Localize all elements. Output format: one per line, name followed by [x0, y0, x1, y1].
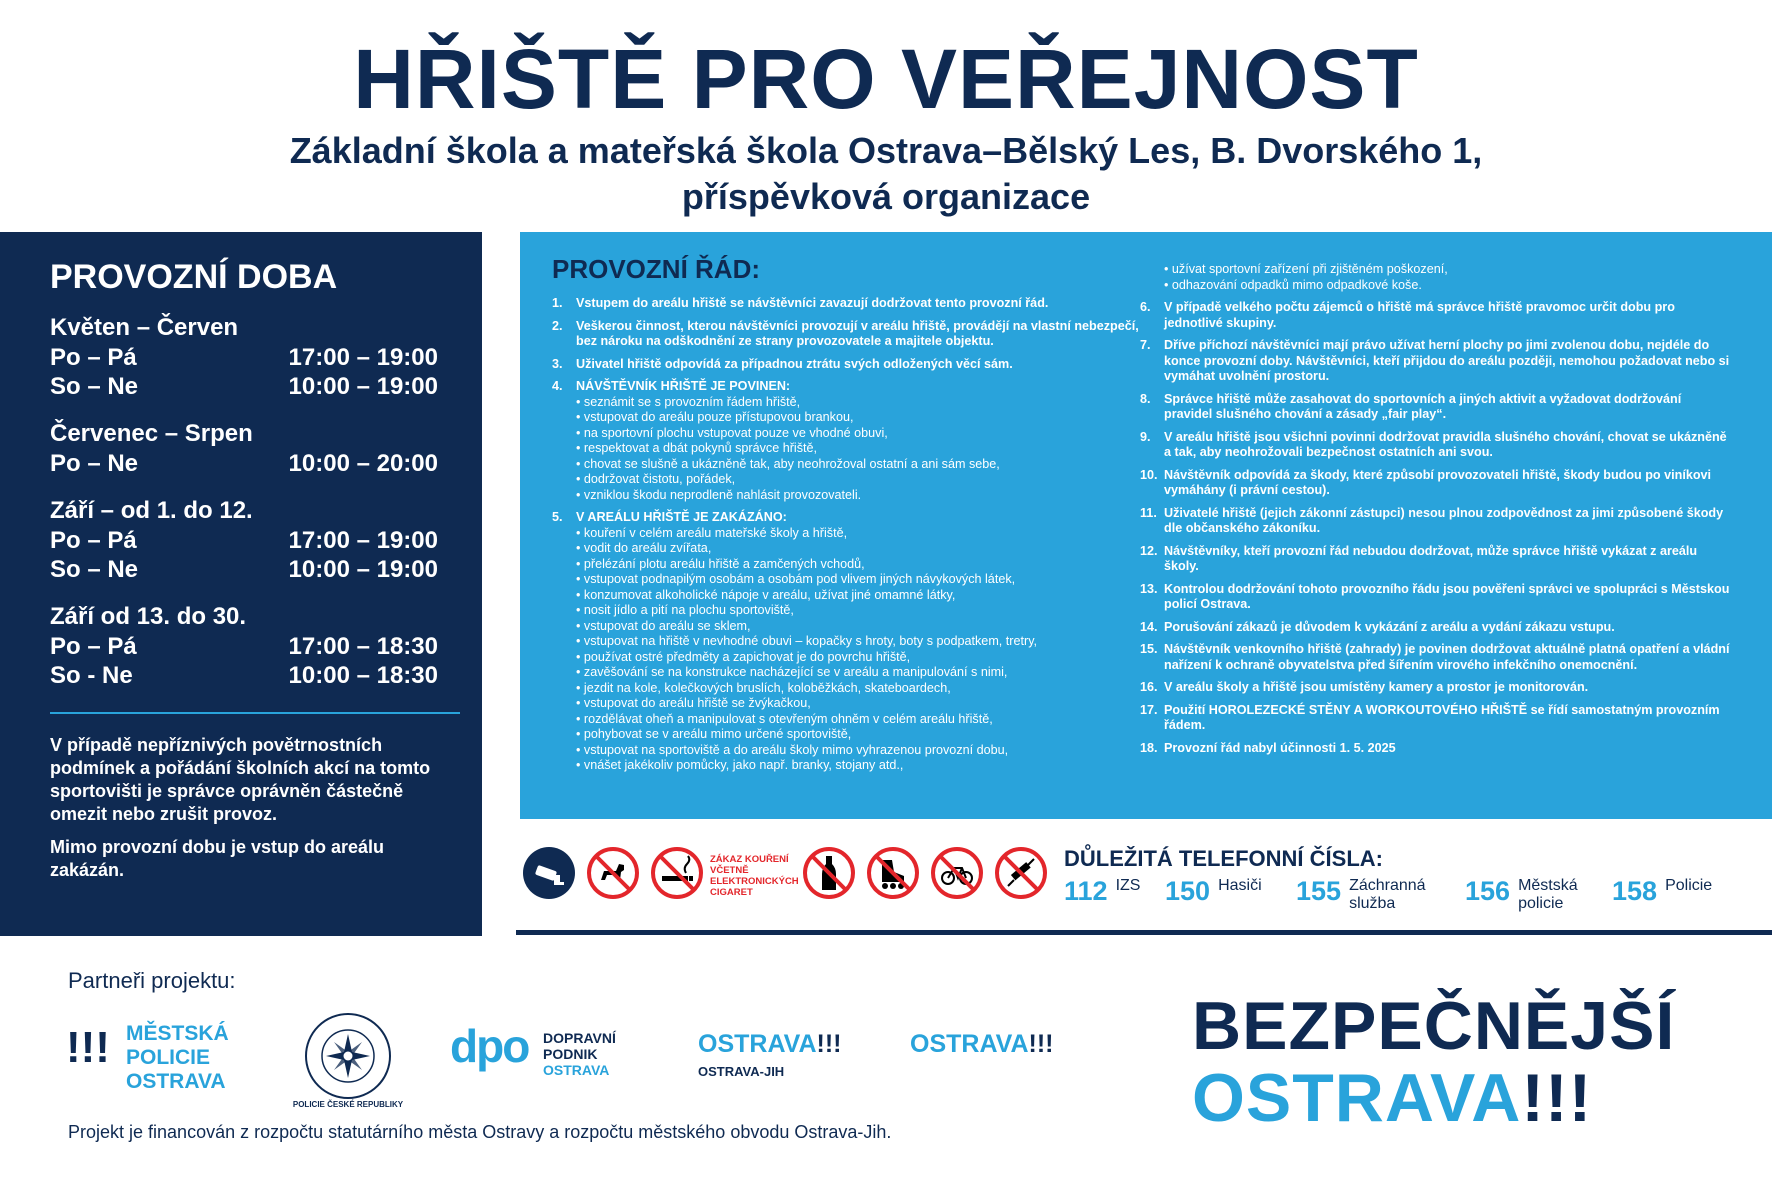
phone-label: Městská policie [1518, 877, 1578, 912]
hours-days: Po – Ne [50, 450, 139, 477]
rule-text: Provozní řád nabyl účinnosti 1. 5. 2025 [1164, 740, 1396, 755]
prohibited-item: • vstupovat na hřiště v nevhodné obuvi – kopačky s hroty, boty s podpatkem, tretry, [576, 634, 1038, 648]
rule-item: 9. V areálu hřiště jsou všichni povinni dodržovat pravidla slušného chování, chovat se ukázněně a tak, aby neohrožovali bezpečnost ostatních ani svou. [1140, 430, 1730, 461]
rule-text: NÁVŠTĚVNÍK HŘIŠTĚ JE POVINEN: [576, 379, 791, 393]
phone-number: 155 [1296, 876, 1342, 906]
prohibited-item: • konzumovat alkoholické nápoje v areálu, užívat jiné omamné látky, [576, 587, 956, 602]
rule-text: V areálu školy a hřiště jsou umístěny kamery a prostor je monitorován. [1164, 680, 1589, 694]
rule-item: 7. Dříve příchozí návštěvníci mají právo užívat herní plochy po jimi zvolenou dobu, nejdéle do konce provozní doby. Návštěvníci, kteří přijdou do areálu později, nemohou požadovat nebo si vymáhat uvolnění prostoru. [1140, 338, 1730, 383]
hours-time: 17:00 – 19:00 [288, 527, 438, 554]
prohibited-item: • vstupovat na sportoviště a do areálu školy mimo vyhrazenou provozní dobu, [576, 742, 1009, 757]
phone-number: 112 [1064, 876, 1108, 906]
season-name: Září od 13. do 30. [50, 603, 247, 630]
rule-item: 4. NÁVŠTĚVNÍK HŘIŠTĚ JE POVINEN: [552, 379, 1152, 395]
rules-column-right [1140, 262, 1730, 763]
opening-hours-panel [0, 232, 482, 936]
rule-text: Návštěvníky, kteří provozní řád nebudou dodržovat, může správce hřiště vykázat z areálu školy. [1164, 543, 1698, 573]
prohibited-item: • vstupovat do areálu se sklem, [576, 618, 751, 633]
hours-days: So - Ne [50, 662, 133, 689]
phone-label: IZS [1115, 877, 1141, 894]
ostrava-exclamation: !!! [1028, 1030, 1054, 1058]
season-name: Červenec – Srpen [50, 420, 253, 447]
hours-days: So – Ne [50, 556, 139, 583]
season-september-late [50, 602, 438, 690]
rules-column-left [552, 296, 1152, 774]
no-rollerblades-icon [866, 846, 920, 900]
operating-rules-panel [520, 232, 1772, 819]
funding-note: Projekt je financován z rozpočtu statutárního města Ostravy a rozpočtu městského obvodu Ostrava-Jih. [68, 1122, 892, 1142]
visitor-duties-list [552, 395, 1152, 504]
section-divider [516, 930, 1772, 935]
ostrava-jih-word: OSTRAVA [698, 1030, 817, 1058]
rule-item: 18. Provozní řád nabyl účinnosti 1. 5. 2025 [1140, 741, 1730, 757]
rule-text: Použití HOROLEZECKÉ STĚNY A WORKOUTOVÉHO HŘIŠTĚ se řídí samostatným provozním řádem. [1164, 702, 1720, 732]
transport-company-line: PODNIK [543, 1046, 598, 1062]
rule-item: 17. Použití HOROLEZECKÉ STĚNY A WORKOUTOVÉHO HŘIŠTĚ se řídí samostatným provozním řádem. [1140, 703, 1730, 734]
no-bicycle-icon [930, 846, 984, 900]
rule-text: Dříve příchozí návštěvníci mají právo užívat herní plochy po jimi zvolenou dobu, nejdéle do konce provozní doby. Návštěvníci, kteří přijdou do areálu později, nemohou požadovat nebo si vymáhat uvolnění prostoru. [1164, 338, 1730, 383]
rule-item: 2. Veškerou činnost, kterou návštěvníci provozují v areálu hřiště, provádějí na vlastní nebezpečí, bez nároku na odškodnění ze strany provozovatele a majitele objektu. [552, 319, 1152, 350]
prohibited-item: • pohybovat se v areálu mimo určené sportoviště, [576, 727, 852, 741]
rules-title: PROVOZNÍ ŘÁD: [552, 254, 760, 284]
rule-item: 15. Návštěvník venkovního hřiště (zahrady) je povinen dodržovat aktuálně platná opatření a vládní nařízení k ochraně obyvatelstva před šířením virového infekčního onemocnění. [1140, 642, 1730, 672]
season-july-august [50, 419, 438, 478]
visitor-duty-item: • vstupovat do areálu pouze přístupovou brankou, [576, 410, 854, 424]
city-police-line: OSTRAVA [126, 1070, 226, 1093]
no-smoking-text: ZÁKAZ KOUŘENÍ VČETNĚ ELEKTRONICKÝCH CIGARET [710, 854, 799, 898]
partners-label: Partneři projektu: [68, 968, 236, 993]
hours-divider [50, 712, 460, 714]
season-september-early [50, 496, 438, 584]
city-police-line: MĚSTSKÁ [126, 1022, 229, 1045]
rule-item: 3. Uživatel hřiště odpovídá za případnou ztrátu svých odložených věcí sám. [552, 357, 1152, 373]
page-subtitle [0, 128, 1772, 220]
czech-police-emblem [304, 1012, 392, 1100]
ostrava-jih-exclamation: !!! [816, 1030, 842, 1058]
phone-label: Záchranná služba [1349, 877, 1426, 912]
transport-company-mark: dpo [450, 1020, 529, 1072]
no-alcohol-icon [802, 846, 856, 900]
hours-row [50, 372, 438, 401]
slogan-exclamation: !!! [1521, 1060, 1593, 1136]
phone-police [1612, 876, 1712, 906]
hours-days: So – Ne [50, 373, 139, 400]
hours-days: Po – Pá [50, 633, 137, 660]
rule-text: V AREÁLU HŘIŠTĚ JE ZAKÁZÁNO: [576, 510, 787, 524]
prohibited-item: • vstupovat podnapilým osobám a osobám pod vlivem jiných návykových látek, [576, 572, 1016, 586]
rule-item: 10. Návštěvník odpovídá za škody, které způsobí provozovateli hřiště, škody budou po viníkovi vymáhány (i právní cestou). [1140, 468, 1730, 499]
ostrava-logo [910, 1030, 1054, 1058]
hours-row [50, 343, 438, 372]
rule-item: 1. Vstupem do areálu hřiště se návštěvníci zavazují dodržovat tento provozní řád. [552, 296, 1152, 312]
prohibited-item: • jezdit na kole, kolečkových bruslích, koloběžkách, skateboardech, [576, 680, 951, 695]
phone-izs [1064, 876, 1140, 906]
slogan-line-1: BEZPEČNĚJŠÍ [1192, 988, 1676, 1064]
city-police-line: POLICIE [126, 1046, 211, 1069]
rule-text: Veškerou činnost, kterou návštěvníci provozují v areálu hřiště, provádějí na vlastní nebezpečí, bez nároku na odškodnění ze strany provozovatele a majitele objektu. [576, 318, 1139, 348]
rule-text: V případě velkého počtu zájemců o hřiště má správce hřiště pravomoc určit dobu pro jednotlivé skupiny. [1164, 300, 1675, 330]
phone-label: Policie [1665, 877, 1713, 894]
weather-note: V případě nepříznivých povětrnostních podmínek a pořádání školních akcí na tomto sportovišti je správce oprávněn částečně omezit nebo zrušit provoz. [50, 735, 431, 824]
prohibited-item: • vodit do areálu zvířata, [576, 541, 712, 555]
ostrava-jih-subtitle: OSTRAVA-JIH [698, 1064, 785, 1079]
phone-fire [1165, 876, 1262, 906]
hours-days: Po – Pá [50, 344, 137, 371]
rule-text: Návštěvník odpovídá za škody, které způsobí provozovateli hřiště, škody budou po viníkovi vymáhány (i právní cestou). [1164, 467, 1712, 497]
prohibited-item: • vnášet jakékoliv pomůcky, jako např. branky, stojany atd., [576, 758, 904, 772]
transport-company-line: OSTRAVA [543, 1062, 610, 1078]
subtitle-line-1: Základní škola a mateřská škola Ostrava–Bělský Les, B. Dvorského 1, [289, 130, 1483, 171]
prohibited-item: • zavěšování se na konstrukce nacházející se v areálu a manipulování s nimi, [576, 665, 1008, 679]
city-police-mark: !!! [66, 1023, 110, 1072]
hours-row [50, 555, 438, 584]
hours-time: 17:00 – 19:00 [288, 344, 438, 371]
rule-item: 5. V AREÁLU HŘIŠTĚ JE ZAKÁZÁNO: [552, 510, 1152, 526]
transport-company-line: DOPRAVNÍ [543, 1030, 616, 1046]
season-name: Září – od 1. do 12. [50, 497, 253, 524]
rule-text: Uživatelé hřiště (jejich zákonní zástupci) nesou plnou zodpovědnost za jimi způsobené škody dle občanského zákoníku. [1164, 505, 1724, 535]
prohibited-item: • používat ostré předměty a zapichovat je do povrchu hřiště, [576, 649, 911, 664]
visitor-duty-item: • vzniklou škodu neprodleně nahlásit provozovateli. [576, 487, 862, 502]
prohibited-item: • kouření v celém areálu mateřské školy a hřiště, [576, 525, 848, 540]
no-dogs-icon [586, 846, 640, 900]
hours-time: 10:00 – 18:30 [288, 662, 438, 689]
slogan-word: OSTRAVA [1192, 1060, 1522, 1136]
prohibition-signs [520, 846, 1060, 906]
rule-text: Správce hřiště může zasahovat do sportovních a jiných aktivit a vyžadovat dodržování pravidel slušného chování a zásady „fair play“. [1164, 391, 1682, 421]
visitor-duty-item: • respektovat a dbát pokynů správce hřiště, [576, 441, 818, 455]
hours-time: 10:00 – 19:00 [288, 373, 438, 400]
phone-label: Hasiči [1218, 877, 1262, 894]
rule-item: 13. Kontrolou dodržování tohoto provozního řádu jsou pověřeni správci ve spolupráci s Městskou policí Ostrava. [1140, 581, 1730, 611]
hours-days: Po – Pá [50, 527, 137, 554]
rule-item: 6. V případě velkého počtu zájemců o hřiště má správce hřiště pravomoc určit dobu pro jednotlivé skupiny. [1140, 300, 1730, 331]
hours-row [50, 449, 438, 478]
rule-text: V areálu hřiště jsou všichni povinni dodržovat pravidla slušného chování, chovat se ukázněně a tak, aby neohrožovali bezpečnost ostatních ani svou. [1164, 429, 1727, 459]
phone-city-police [1465, 876, 1578, 913]
prohibited-item: • odhazování odpadků mimo odpadkové koše. [1164, 277, 1422, 292]
no-smoking-icon [650, 846, 704, 900]
prohibited-item: • vstupovat do areálu hřiště se žvýkačkou, [576, 696, 811, 710]
visitor-duty-item: • dodržovat čistotu, pořádek, [576, 472, 736, 486]
ostrava-word: OSTRAVA [910, 1030, 1029, 1058]
rule-text: Porušování zákazů je důvodem k vykázání z areálu a vydání zákazu vstupu. [1164, 619, 1615, 634]
rule-item: 11. Uživatelé hřiště (jejich zákonní zástupci) nesou plnou zodpovědnost za jimi způsobené škody dle občanského zákoníku. [1140, 506, 1730, 537]
after-hours-note: Mimo provozní dobu je vstup do areálu zakázán. [50, 837, 385, 880]
ostrava-jih-logo [698, 1030, 842, 1079]
rule-item: 12. Návštěvníky, kteří provozní řád nebudou dodržovat, může správce hřiště vykázat z areálu školy. [1140, 544, 1730, 575]
camera-icon [522, 846, 576, 900]
prohibited-item: • přelézání plotu areálu hřiště a zamčených vchodů, [576, 556, 865, 571]
rule-item: 8. Správce hřiště může zasahovat do sportovních a jiných aktivit a vyžadovat dodržování pravidel slušného chování a zásady „fair play“. [1140, 392, 1730, 423]
phone-number: 150 [1165, 876, 1211, 906]
czech-police-emblem-text: POLICIE ČESKÉ REPUBLIKY [292, 1100, 404, 1109]
phones-title: DŮLEŽITÁ TELEFONNÍ ČÍSLA: [1064, 846, 1383, 871]
rule-item: 16. V areálu školy a hřiště jsou umístěny kamery a prostor je monitorován. [1140, 680, 1730, 696]
prohibited-list [552, 526, 1152, 774]
rule-text: Vstupem do areálu hřiště se návštěvníci zavazují dodržovat tento provozní řád. [576, 296, 1049, 310]
hours-time: 10:00 – 20:00 [288, 450, 438, 477]
hours-row [50, 661, 438, 690]
season-name: Květen – Červen [50, 314, 239, 341]
subtitle-line-2: příspěvková organizace [681, 176, 1091, 217]
rule-text: Návštěvník venkovního hřiště (zahrady) je povinen dodržovat aktuálně platná opatření a vládní nařízení k ochraně obyvatelstva před šířením virového infekčního onemocnění. [1164, 642, 1730, 672]
rule-text: Uživatel hřiště odpovídá za případnou ztrátu svých odložených věcí sám. [576, 356, 1013, 371]
hours-row [50, 632, 438, 661]
page-title: HŘIŠTĚ PRO VEŘEJNOST [353, 32, 1419, 126]
rule-text: Kontrolou dodržování tohoto provozního řádu jsou pověřeni správci ve spolupráci s Městskou policí Ostrava. [1164, 581, 1730, 611]
hours-row [50, 526, 438, 555]
hours-time: 10:00 – 19:00 [288, 556, 438, 583]
visitor-duty-item: • seznámit se s provozním řádem hřiště, [576, 394, 801, 409]
prohibited-item: • užívat sportovní zařízení při zjištěném poškození, [1164, 262, 1448, 276]
visitor-duty-item: • na sportovní plochu vstupovat pouze ve vhodné obuvi, [576, 425, 888, 440]
visitor-duty-item: • chovat se slušně a ukázněně tak, aby neohrožoval ostatní a ani sám sebe, [576, 456, 1000, 471]
rule-item: 14. Porušování zákazů je důvodem k vykázání z areálu a vydání zákazu vstupu. [1140, 620, 1730, 636]
phone-number: 156 [1465, 876, 1511, 906]
season-may-june [50, 313, 438, 401]
no-drugs-icon [994, 846, 1048, 900]
opening-hours-title: PROVOZNÍ DOBA [50, 258, 338, 296]
slogan-line-2 [1192, 1062, 1592, 1134]
phone-number: 158 [1612, 876, 1658, 906]
hours-time: 17:00 – 18:30 [288, 633, 438, 660]
prohibited-list-continued [1140, 262, 1730, 293]
prohibited-item: • rozdělávat oheň a manipulovat s otevřeným ohněm v celém areálu hřiště, [576, 711, 993, 726]
prohibited-item: • nosit jídlo a pití na plochu sportoviště, [576, 603, 794, 617]
phone-ambulance [1296, 876, 1426, 913]
